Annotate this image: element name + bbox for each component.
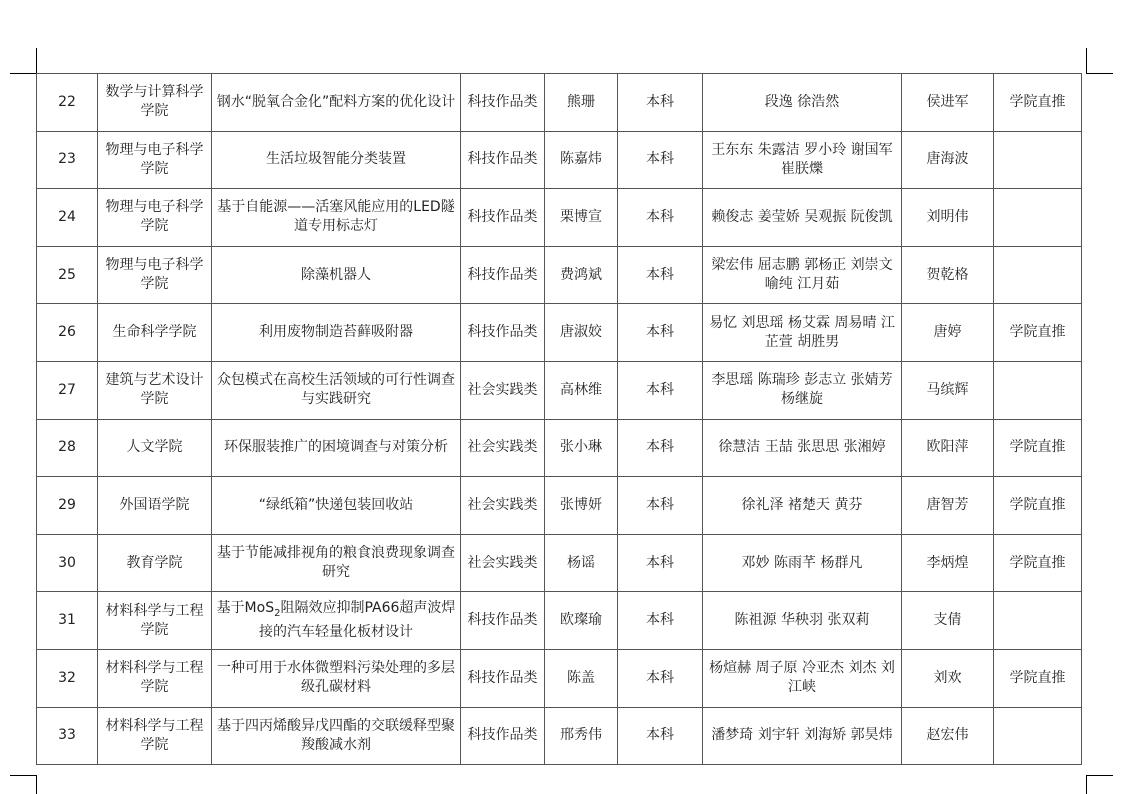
table-row [37, 477, 1082, 535]
leader-cell: 唐淑姣 [545, 304, 618, 362]
project-cell [212, 592, 461, 650]
project-cell: 除藻机器人 [212, 246, 461, 304]
project-text-suffix: 阻隔效应抑制PA66超声波焊接的汽车轻量化板材设计 [259, 600, 456, 641]
note-cell: 学院直推 [994, 534, 1082, 592]
project-cell: 生活垃圾智能分类装置 [212, 131, 461, 189]
leader-cell: 张博妍 [545, 477, 618, 535]
members-cell: 陈祖源 华秧羽 张双莉 [703, 592, 902, 650]
level-cell: 本科 [618, 74, 703, 132]
project-cell: 基于自能源——活塞风能应用的LED隧道专用标志灯 [212, 189, 461, 247]
crop-mark-bottom-right [1086, 775, 1087, 794]
level-cell: 本科 [618, 649, 703, 707]
category-cell: 科技作品类 [461, 131, 545, 189]
college-cell: 外国语学院 [98, 477, 212, 535]
college-cell: 人文学院 [98, 419, 212, 477]
members-cell: 赖俊志 姜莹娇 吴观振 阮俊凯 [703, 189, 902, 247]
category-cell: 社会实践类 [461, 477, 545, 535]
table-row [37, 74, 1082, 132]
crop-mark-bottom-left [10, 775, 37, 776]
project-cell: 基于节能减排视角的粮食浪费现象调查研究 [212, 534, 461, 592]
leader-cell: 陈嘉炜 [545, 131, 618, 189]
category-cell: 科技作品类 [461, 707, 545, 765]
advisor-cell: 唐海波 [902, 131, 994, 189]
leader-cell: 陈盖 [545, 649, 618, 707]
advisor-cell: 刘明伟 [902, 189, 994, 247]
college-cell: 材料科学与工程学院 [98, 592, 212, 650]
note-cell: 学院直推 [994, 649, 1082, 707]
project-cell: “绿纸箱”快递包装回收站 [212, 477, 461, 535]
leader-cell: 张小琳 [545, 419, 618, 477]
project-subscript: 2 [274, 608, 281, 620]
leader-cell: 费鸿斌 [545, 246, 618, 304]
note-cell: 学院直推 [994, 419, 1082, 477]
college-cell: 数学与计算科学学院 [98, 74, 212, 132]
college-cell: 物理与电子科学学院 [98, 246, 212, 304]
category-cell: 社会实践类 [461, 361, 545, 419]
row-number: 25 [37, 246, 98, 304]
table-row [37, 419, 1082, 477]
members-cell: 李思瑶 陈瑞珍 彭志立 张婧芳 杨继旋 [703, 361, 902, 419]
leader-cell: 高林维 [545, 361, 618, 419]
members-cell: 易忆 刘思瑶 杨艾霖 周易晴 江芷萱 胡胜男 [703, 304, 902, 362]
project-cell: 环保服装推广的困境调查与对策分析 [212, 419, 461, 477]
level-cell: 本科 [618, 304, 703, 362]
category-cell: 科技作品类 [461, 649, 545, 707]
note-cell [994, 592, 1082, 650]
note-cell: 学院直推 [994, 304, 1082, 362]
advisor-cell: 唐智芳 [902, 477, 994, 535]
advisor-cell: 欧阳萍 [902, 419, 994, 477]
project-cell: 基于四丙烯酸异戊四酯的交联缓释型聚羧酸减水剂 [212, 707, 461, 765]
members-cell: 徐礼泽 褚楚天 黄芬 [703, 477, 902, 535]
members-cell: 潘梦琦 刘宇轩 刘海矫 郭昊炜 [703, 707, 902, 765]
advisor-cell: 侯进军 [902, 74, 994, 132]
college-cell: 物理与电子科学学院 [98, 131, 212, 189]
advisor-cell: 刘欢 [902, 649, 994, 707]
table-row [37, 592, 1082, 650]
advisor-cell: 马缤辉 [902, 361, 994, 419]
leader-cell: 杨谣 [545, 534, 618, 592]
table-row [37, 707, 1082, 765]
category-cell: 社会实践类 [461, 534, 545, 592]
project-cell: 钢水“脱氧合金化”配料方案的优化设计 [212, 74, 461, 132]
row-number: 22 [37, 74, 98, 132]
table-row [37, 189, 1082, 247]
row-number: 33 [37, 707, 98, 765]
level-cell: 本科 [618, 534, 703, 592]
project-cell: 众包模式在高校生活领域的可行性调查与实践研究 [212, 361, 461, 419]
table-row [37, 246, 1082, 304]
advisor-cell: 赵宏伟 [902, 707, 994, 765]
members-cell: 梁宏伟 屈志鹏 郭杨正 刘崇文 喻纯 江月茹 [703, 246, 902, 304]
row-number: 32 [37, 649, 98, 707]
row-number: 27 [37, 361, 98, 419]
advisor-cell: 贺乾格 [902, 246, 994, 304]
note-cell: 学院直推 [994, 74, 1082, 132]
table-row [37, 649, 1082, 707]
table-row [37, 304, 1082, 362]
table-row [37, 361, 1082, 419]
members-cell: 王东东 朱露洁 罗小玲 谢国军 崔朕爍 [703, 131, 902, 189]
members-cell: 邓妙 陈雨芊 杨群凡 [703, 534, 902, 592]
crop-mark-top-left [36, 48, 37, 74]
level-cell: 本科 [618, 246, 703, 304]
category-cell: 科技作品类 [461, 74, 545, 132]
note-cell [994, 189, 1082, 247]
project-table [36, 73, 1082, 765]
category-cell: 科技作品类 [461, 592, 545, 650]
level-cell: 本科 [618, 189, 703, 247]
crop-mark-top-right [1086, 48, 1087, 74]
note-cell [994, 246, 1082, 304]
project-text-prefix: 基于MoS [216, 600, 275, 617]
college-cell: 材料科学与工程学院 [98, 707, 212, 765]
college-cell: 建筑与艺术设计学院 [98, 361, 212, 419]
college-cell: 教育学院 [98, 534, 212, 592]
category-cell: 科技作品类 [461, 246, 545, 304]
crop-mark-top-right [1086, 73, 1113, 74]
members-cell: 杨煊赫 周子原 冷亚杰 刘杰 刘江峡 [703, 649, 902, 707]
project-cell: 一种可用于水体微塑料污染处理的多层级孔碳材料 [212, 649, 461, 707]
level-cell: 本科 [618, 131, 703, 189]
level-cell: 本科 [618, 707, 703, 765]
leader-cell: 邢秀伟 [545, 707, 618, 765]
crop-mark-top-left [10, 73, 37, 74]
level-cell: 本科 [618, 419, 703, 477]
note-cell [994, 707, 1082, 765]
level-cell: 本科 [618, 592, 703, 650]
members-cell: 段逸 徐浩然 [703, 74, 902, 132]
row-number: 23 [37, 131, 98, 189]
note-cell [994, 361, 1082, 419]
row-number: 29 [37, 477, 98, 535]
row-number: 26 [37, 304, 98, 362]
crop-mark-bottom-left [36, 775, 37, 794]
college-cell: 材料科学与工程学院 [98, 649, 212, 707]
level-cell: 本科 [618, 361, 703, 419]
advisor-cell: 支倩 [902, 592, 994, 650]
leader-cell: 栗博宣 [545, 189, 618, 247]
row-number: 30 [37, 534, 98, 592]
advisor-cell: 李炳煌 [902, 534, 994, 592]
crop-mark-bottom-right [1086, 775, 1113, 776]
members-cell: 徐慧洁 王喆 张思思 张湘婷 [703, 419, 902, 477]
row-number: 24 [37, 189, 98, 247]
level-cell: 本科 [618, 477, 703, 535]
table-row [37, 131, 1082, 189]
row-number: 28 [37, 419, 98, 477]
table-row [37, 534, 1082, 592]
project-cell: 利用废物制造苔藓吸附器 [212, 304, 461, 362]
advisor-cell: 唐婷 [902, 304, 994, 362]
leader-cell: 欧璨瑜 [545, 592, 618, 650]
category-cell: 科技作品类 [461, 304, 545, 362]
row-number: 31 [37, 592, 98, 650]
leader-cell: 熊珊 [545, 74, 618, 132]
category-cell: 科技作品类 [461, 189, 545, 247]
note-cell [994, 131, 1082, 189]
college-cell: 物理与电子科学学院 [98, 189, 212, 247]
category-cell: 社会实践类 [461, 419, 545, 477]
note-cell: 学院直推 [994, 477, 1082, 535]
college-cell: 生命科学学院 [98, 304, 212, 362]
